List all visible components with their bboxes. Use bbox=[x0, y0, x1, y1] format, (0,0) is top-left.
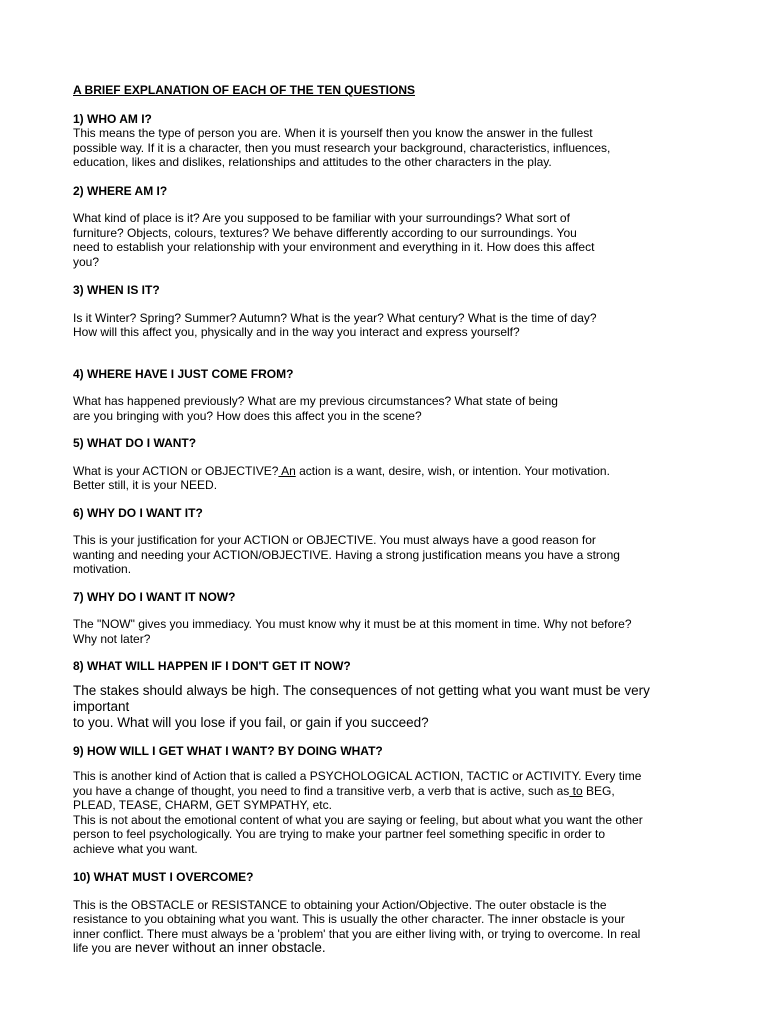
question-section-3 bbox=[73, 283, 695, 340]
text-line: need to establish your relationship with your environment and everything in it. How does this affect bbox=[73, 240, 595, 254]
text-line: education, likes and dislikes, relationships and attitudes to the other characters in the play. bbox=[73, 155, 552, 169]
question-section-8 bbox=[73, 659, 695, 731]
text-line: What kind of place is it? Are you supposed to be familiar with your surroundings? What sort of bbox=[73, 211, 570, 225]
question-section-10 bbox=[73, 870, 695, 956]
text-line: achieve what you want. bbox=[73, 841, 198, 856]
question-heading: 7) WHY DO I WANT IT NOW? bbox=[73, 589, 236, 604]
text-line: The "NOW" gives you immediacy. You must know why it must be at this moment in time. Why not before? bbox=[73, 617, 632, 631]
text-line: How will this affect you, physically and in the way you interact and express yourself? bbox=[73, 325, 520, 339]
text-line: PLEAD, TEASE, CHARM, GET SYMPATHY, etc. bbox=[73, 798, 332, 812]
text-run: you have a change of thought, you need to find a transitive verb, a verb that is active, such as bbox=[73, 783, 570, 798]
question-explanation bbox=[73, 898, 695, 956]
text-run: action is a want, desire, wish, or intention. Your motivation. bbox=[295, 463, 610, 478]
text-line: Better still, it is your NEED. bbox=[73, 478, 218, 492]
question-section-7 bbox=[73, 590, 695, 647]
text-line: furniture? Objects, colours, textures? We behave differently according to our surroundings. You bbox=[73, 225, 577, 240]
text-line: person to feel psychologically. You are trying to make your partner feel something specific in order to bbox=[73, 827, 606, 841]
text-line: This is the OBSTACLE or RESISTANCE to obtaining your Action/Objective. The outer obstacle is the bbox=[73, 897, 607, 912]
text-line: This is not about the emotional content of what you are saying or feeling, but about what you want the other bbox=[73, 812, 643, 827]
question-heading: 2) WHERE AM I? bbox=[73, 183, 168, 198]
text-run: What is your ACTION or OBJECTIVE? bbox=[73, 463, 279, 478]
text-line: to you. What will you lose if you fail, or gain if you succeed? bbox=[73, 714, 429, 730]
question-heading: 6) WHY DO I WANT IT? bbox=[73, 505, 203, 520]
text-line: The stakes should always be high. The consequences of not getting what you want must be very important bbox=[73, 682, 650, 714]
question-explanation bbox=[73, 394, 695, 423]
question-heading: 5) WHAT DO I WANT? bbox=[73, 436, 197, 450]
text-line: Is it Winter? Spring? Summer? Autumn? What is the year? What century? What is the time of day? bbox=[73, 310, 597, 325]
text-line bbox=[73, 464, 695, 479]
text-line: This is another kind of Action that is called a PSYCHOLOGICAL ACTION, TACTIC or ACTIVITY. Every time bbox=[73, 769, 642, 783]
question-heading: 10) WHAT MUST I OVERCOME? bbox=[73, 870, 254, 884]
text-line bbox=[73, 784, 695, 799]
question-explanation bbox=[73, 769, 695, 856]
text-line: Why not later? bbox=[73, 631, 151, 646]
question-heading: 3) WHEN IS IT? bbox=[73, 283, 160, 297]
text-line: you? bbox=[73, 254, 100, 269]
question-section-5 bbox=[73, 436, 695, 493]
question-explanation bbox=[73, 126, 695, 170]
text-line: This is your justification for your ACTION or OBJECTIVE. You must always have a good reason for bbox=[73, 533, 596, 547]
question-section-4 bbox=[73, 367, 695, 424]
question-explanation bbox=[73, 464, 695, 493]
text-run: BEG, bbox=[582, 783, 615, 798]
question-explanation bbox=[73, 683, 695, 731]
question-section-9 bbox=[73, 744, 695, 857]
question-explanation bbox=[73, 533, 695, 577]
question-section-2 bbox=[73, 184, 695, 270]
text-line: resistance to you obtaining what you want. This is usually the other character. The inner obstacle is your bbox=[73, 912, 625, 926]
text-line: are you bringing with you? How does this affect you in the scene? bbox=[73, 408, 422, 423]
underlined-text: An bbox=[278, 463, 296, 478]
question-heading: 1) WHO AM I? bbox=[73, 111, 152, 126]
question-section-1 bbox=[73, 112, 695, 170]
document-page bbox=[73, 83, 695, 956]
underlined-text: to bbox=[569, 783, 583, 798]
text-line: This means the type of person you are. When it is yourself then you know the answer in the fullest bbox=[73, 126, 593, 140]
text-line: inner conflict. There must always be a 'problem' that you are either living with, or trying to overcome. In real bbox=[73, 926, 641, 941]
text-line: possible way. If it is a character, then you must research your background, characteristics, influences, bbox=[73, 140, 611, 155]
text-line: What has happened previously? What are my previous circumstances? What state of being bbox=[73, 394, 558, 408]
text-line: motivation. bbox=[73, 562, 132, 576]
document-title: A BRIEF EXPLANATION OF EACH OF THE TEN QUESTIONS bbox=[73, 83, 416, 97]
question-heading: 8) WHAT WILL HAPPEN IF I DON'T GET IT NOW? bbox=[73, 659, 351, 673]
text-line: wanting and needing your ACTION/OBJECTIVE. Having a strong justification means you have a strong bbox=[73, 547, 620, 562]
question-explanation bbox=[73, 311, 695, 340]
text-line bbox=[73, 941, 695, 956]
question-heading: 4) WHERE HAVE I JUST COME FROM? bbox=[73, 366, 294, 381]
question-section-6 bbox=[73, 506, 695, 577]
text-run: life you are bbox=[73, 941, 136, 955]
question-explanation bbox=[73, 211, 695, 269]
text-run: never without an inner obstacle. bbox=[135, 940, 326, 955]
question-heading: 9) HOW WILL I GET WHAT I WANT? BY DOING WHAT? bbox=[73, 743, 383, 758]
question-explanation bbox=[73, 617, 695, 646]
